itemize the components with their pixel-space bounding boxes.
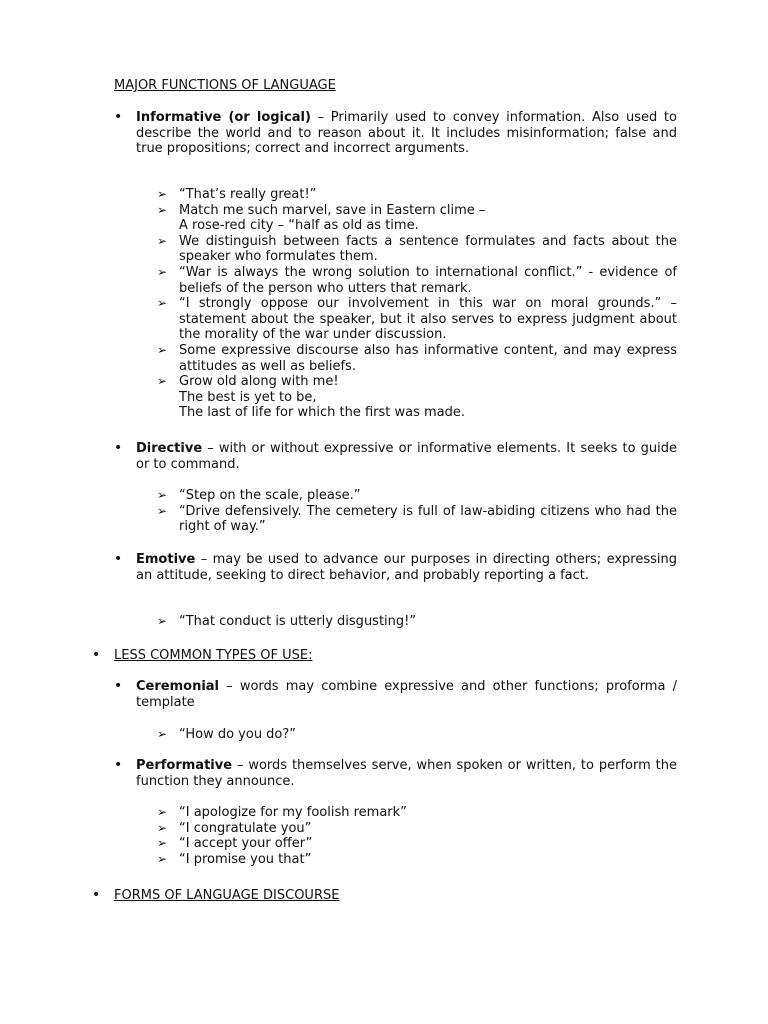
example-text: “How do you do?” [179,727,297,742]
example-item [157,504,677,535]
arrow-bullet-icon: ➢ [157,264,168,279]
bullet-icon: • [114,440,123,456]
example-text: We distinguish between facts a sentence formulates and facts about the speaker who formulates them. [179,233,677,265]
desc-directive: – with or without expressive or informative elements. It seeks to guide or to command. [136,441,677,472]
arrow-bullet-icon: ➢ [157,614,168,628]
section-title-forms: FORMS OF LANGUAGE DISCOURSE [114,888,340,903]
term-informative: Informative (or logical) [136,110,311,125]
bullet-emotive [114,552,677,583]
bullet-icon: • [114,757,123,773]
example-item [157,727,677,743]
term-ceremonial: Ceremonial [136,679,220,694]
arrow-bullet-icon: ➢ [157,374,168,389]
examples-ceremonial [157,727,677,743]
bullet-text [136,552,677,583]
example-text: “I promise you that” [179,851,312,867]
example-item [157,343,677,374]
arrow-bullet-icon: ➢ [157,851,168,866]
desc-informative: – Primarily used to convey information. Also used to describe the world and to reason about it. It includes misinformation; false and true propositions; correct and incorrect arguments. [136,110,677,156]
example-line: Match me such marvel, save in Eastern clime – [179,202,486,218]
section-title-less-common: LESS COMMON TYPES OF USE: [114,648,313,663]
arrow-bullet-icon: ➢ [157,836,168,851]
bullet-icon: • [92,647,101,663]
example-text: “That conduct is utterly disgusting!” [179,614,417,629]
examples-performative [157,805,677,867]
example-item [157,296,677,343]
example-text: “I congratulate you” [179,820,312,836]
example-text: Some expressive discourse also has informative content, and may express attitudes as well as beliefs. [179,342,677,374]
section-forms [92,887,339,904]
example-item [157,805,677,821]
arrow-bullet-icon: ➢ [157,342,168,357]
arrow-bullet-icon: ➢ [157,296,168,311]
desc-ceremonial: – words may combine expressive and other functions; proforma / template [136,679,677,710]
example-text: “Step on the scale, please.” [179,488,361,503]
example-item [157,836,677,852]
arrow-bullet-icon: ➢ [157,187,168,201]
bullet-performative [114,758,677,789]
bullet-icon: • [114,551,123,567]
bullet-icon: • [114,678,123,694]
bullet-icon: • [114,109,123,125]
example-item [157,488,677,504]
example-text: “I apologize for my foolish remark” [179,805,407,820]
example-item [157,203,677,234]
page-title: MAJOR FUNCTIONS OF LANGUAGE [114,78,336,93]
example-text: “War is always the wrong solution to international conflict.” - evidence of beliefs of the person who utters that remark. [179,264,677,296]
arrow-bullet-icon: ➢ [157,202,168,217]
examples-informative [157,187,677,421]
bullet-icon: • [92,887,101,903]
examples-directive [157,488,677,535]
bullet-text [136,110,677,157]
arrow-bullet-icon: ➢ [157,805,168,819]
example-line: The last of life for which the first was made. [179,405,466,421]
example-item [157,852,677,868]
term-directive: Directive [136,441,203,456]
section-less-common [92,647,312,664]
example-text: “Drive defensively. The cemetery is full of law-abiding citizens who had the right of way.” [179,503,677,535]
bullet-text [136,679,677,710]
desc-emotive: – may be used to advance our purposes in directing others; expressing an attitude, seeking to direct behavior, and probably reporting a fact. [136,552,677,583]
bullet-ceremonial [114,679,677,710]
term-performative: Performative [136,758,233,773]
term-emotive: Emotive [136,552,196,567]
example-item [157,187,677,203]
example-text: “I strongly oppose our involvement in this war on moral grounds.” –statement about the speaker, but it also serves to express judgment about the morality of the war under discussion. [179,296,677,343]
arrow-bullet-icon: ➢ [157,488,168,502]
example-line: “That’s really great!” [179,187,317,202]
example-text: “I accept your offer” [179,836,313,852]
example-line: Grow old along with me! [179,374,339,390]
example-item [157,265,677,296]
example-line: The best is yet to be, [179,389,317,405]
example-item [157,614,677,630]
arrow-bullet-icon: ➢ [157,233,168,248]
example-item [157,374,677,421]
bullet-directive [114,441,677,472]
arrow-bullet-icon: ➢ [157,820,168,835]
bullet-text [136,758,677,789]
example-item [157,234,677,265]
arrow-bullet-icon: ➢ [157,727,168,741]
example-line: A rose-red city – “half as old as time. [179,218,419,234]
examples-emotive [157,614,677,630]
bullet-informative [114,110,677,157]
example-item [157,821,677,837]
desc-performative: – words themselves serve, when spoken or written, to perform the function they announce. [136,758,677,789]
arrow-bullet-icon: ➢ [157,503,168,518]
bullet-text [136,441,677,472]
